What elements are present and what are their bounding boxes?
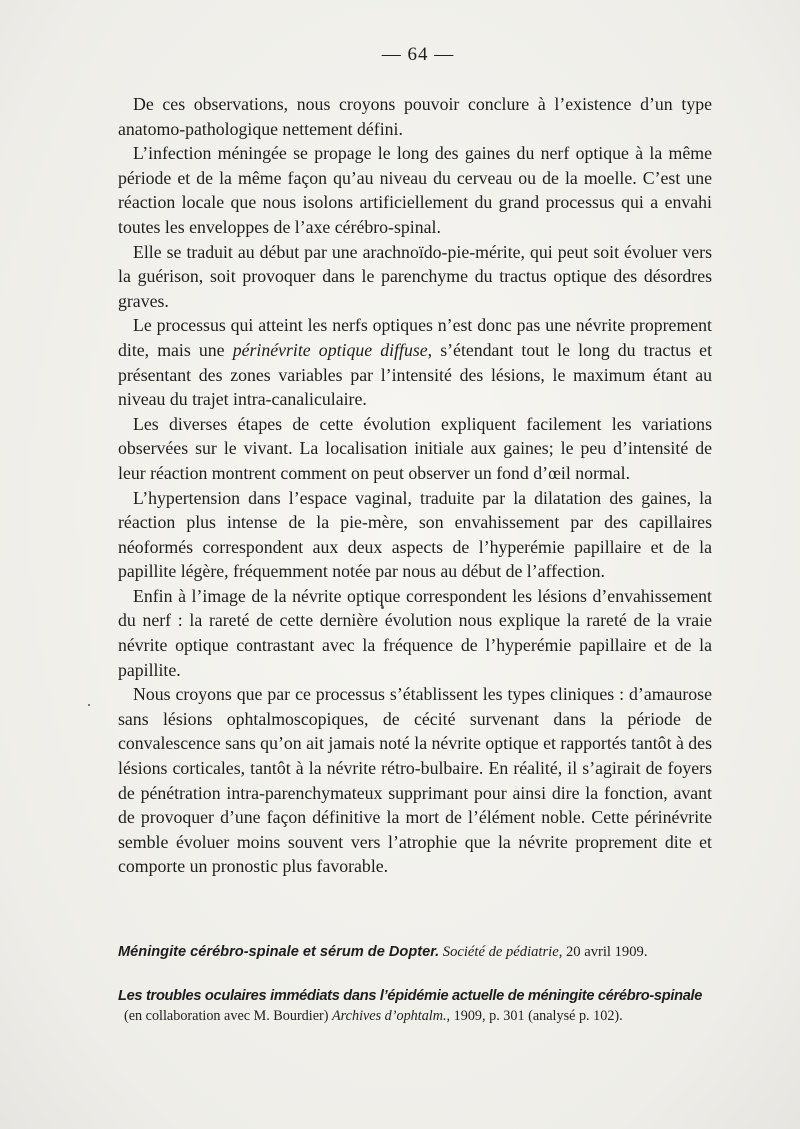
paragraph-2: L’infection méningée se propage le long des gaines du nerf optique à la même période et de la même façon qu’au niveau du cerveau ou de la moelle. C’est une réaction locale que nous isolons artificiellement du grand processus qui a envahi toutes les enveloppes de l’axe cérébro-spinal. [118,143,712,237]
paragraph-7: Enfin à l’image de la névrite optique correspondent les lésions d’envahissement du nerf : la rareté de cette dernière évolution nous explique la rareté de la vraie névrite optique contrastant avec la fréquence de l’hyperémie papillaire et de la papillite. [118,585,712,680]
paragraph-5: Les diverses étapes de cette évolution expliquent facilement les variations observées sur le vivant. La localisation initiale aux gaines; le peu d’intensité de leur réaction montrent comment on peut observer un fond d’œil normal. [118,413,712,483]
reference-2-source: Archives d’ophtalm., [332,1008,451,1024]
ink-speck [381,606,384,609]
body-text [118,92,712,879]
reference-1-date: 20 avril 1909. [566,944,648,960]
paragraph-8: Nous croyons que par ce processus s’établissent les types cliniques : d’amaurose sans lésions ophtalmoscopiques, de cécité survenant dans la période de convalescence sans qu’on ait jamais noté la névrite optique et rapportés tantôt à des lésions corticales, tantôt à la névrite rétro-bulbaire. En réalité, il s’agirait de foyers de pénétration intra-parenchymateux supprimant pour ainsi dire la fonction, avant de provoquer d’une façon définitive la mort de l’élément noble. Cette périnévrite semble évoluer moins souvent vers l’atrophie que la névrite proprement dite et comporte un pronostic plus favorable. [118,684,712,877]
paragraph-4-after: , s’étendant tout le long du tractus et présentant des zones variables par l’intensité des lésions, le maximum étant au niveau du trajet intra-canaliculaire. [118,339,713,410]
paragraph-6: L’hypertension dans l’espace vaginal, traduite par la dilatation des gaines, la réaction plus intense de la pie-mère, son envahissement par des capillaires néoformés correspondent aux deux aspects de l’hyperémie papillaire et de la papillite légère, fréquemment notée par nous au début de l’affection. [118,487,712,582]
reference-2-title: Les troubles oculaires immédiats dans l’épidémie actuelle de méningite cérébro-spinale [118,988,703,1004]
reference-1 [118,942,718,962]
reference-2-collab: (en collaboration avec M. Bourdier) [124,1008,329,1024]
paragraph-3: Elle se traduit au début par une arachnoïdo-pie-mérite, qui peut soit évoluer vers la guérison, soit provoquer dans le parenchyme du tractus optique des désordres graves. [118,241,712,311]
paragraph-1: De ces observations, nous croyons pouvoir conclure à l’existence d’un type anatomo-pathologique nettement défini. [118,94,712,139]
reference-2 [118,986,718,1026]
paragraph-4-emphasis: périnévrite optique diffuse [232,339,428,360]
reference-1-title: Méningite cérébro-spinale et sérum de Dopter. [118,944,440,960]
reference-1-source: Société de pédiatrie, [442,944,563,960]
reference-2-line2 [118,1006,718,1026]
ink-speck [88,704,90,706]
page-number: — 64 — [381,44,455,65]
paragraph-4-before: Le processus qui atteint les nerfs optiques n’est donc pas une névrite proprement dite, mais une [118,315,712,360]
reference-2-details: 1909, p. 301 (analysé p. 102). [453,1008,623,1024]
paragraph-4 [118,313,712,411]
